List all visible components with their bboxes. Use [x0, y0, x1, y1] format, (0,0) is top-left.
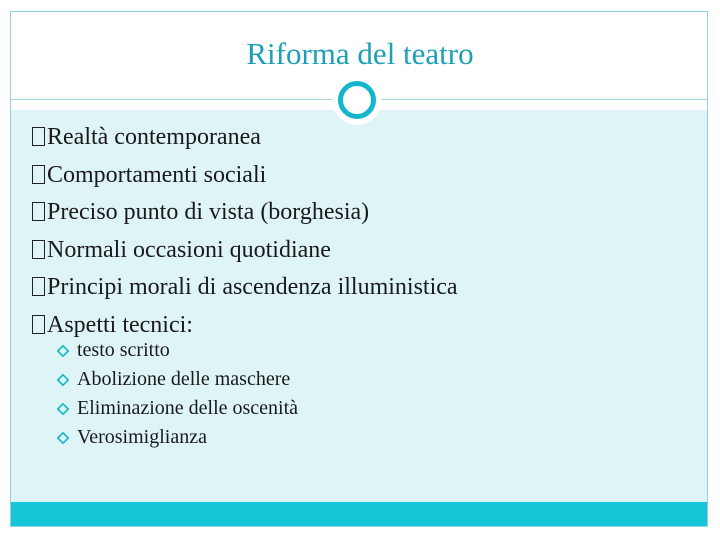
bullet-text: Normali occasioni quotidiane [47, 236, 331, 263]
missing-glyph-icon [32, 240, 45, 259]
sub-bullet-text: Eliminazione delle oscenità [77, 397, 299, 419]
bullet-item [32, 157, 458, 195]
sub-bullet-text: testo scritto [77, 339, 170, 361]
hollow-diamond-icon [57, 374, 69, 386]
sub-bullet-item [57, 394, 298, 423]
bullet-text: Preciso punto di vista (borghesia) [47, 199, 370, 225]
sub-bullet-item [57, 365, 298, 394]
hollow-diamond-icon [57, 432, 69, 444]
missing-glyph-icon [32, 315, 45, 334]
bullet-text: Realtà contemporanea [47, 124, 261, 150]
footer-accent-bar [11, 502, 707, 526]
divider-ring-icon [338, 81, 376, 119]
sub-bullet-list [57, 336, 298, 452]
slide-title: Riforma del teatro [246, 36, 474, 71]
bullet-item [32, 232, 458, 270]
bullet-item [32, 269, 458, 307]
missing-glyph-icon [32, 277, 45, 296]
bullet-text: Comportamenti sociali [47, 161, 267, 188]
sub-bullet-text: Verosimiglianza [77, 426, 207, 448]
hollow-diamond-icon [57, 403, 69, 415]
bullet-item [32, 119, 458, 157]
bullet-text: Aspetti tecnici: [47, 311, 193, 338]
hollow-diamond-icon [57, 345, 69, 357]
sub-bullet-item [57, 336, 298, 365]
sub-bullet-text: Abolizione delle maschere [77, 368, 291, 390]
missing-glyph-icon [32, 127, 45, 146]
bullet-text: Principi morali di ascendenza illuministica [47, 274, 458, 300]
bullet-item [32, 194, 458, 232]
missing-glyph-icon [32, 202, 45, 221]
main-bullet-list [32, 119, 458, 344]
sub-bullet-item [57, 423, 298, 452]
missing-glyph-icon [32, 165, 45, 184]
